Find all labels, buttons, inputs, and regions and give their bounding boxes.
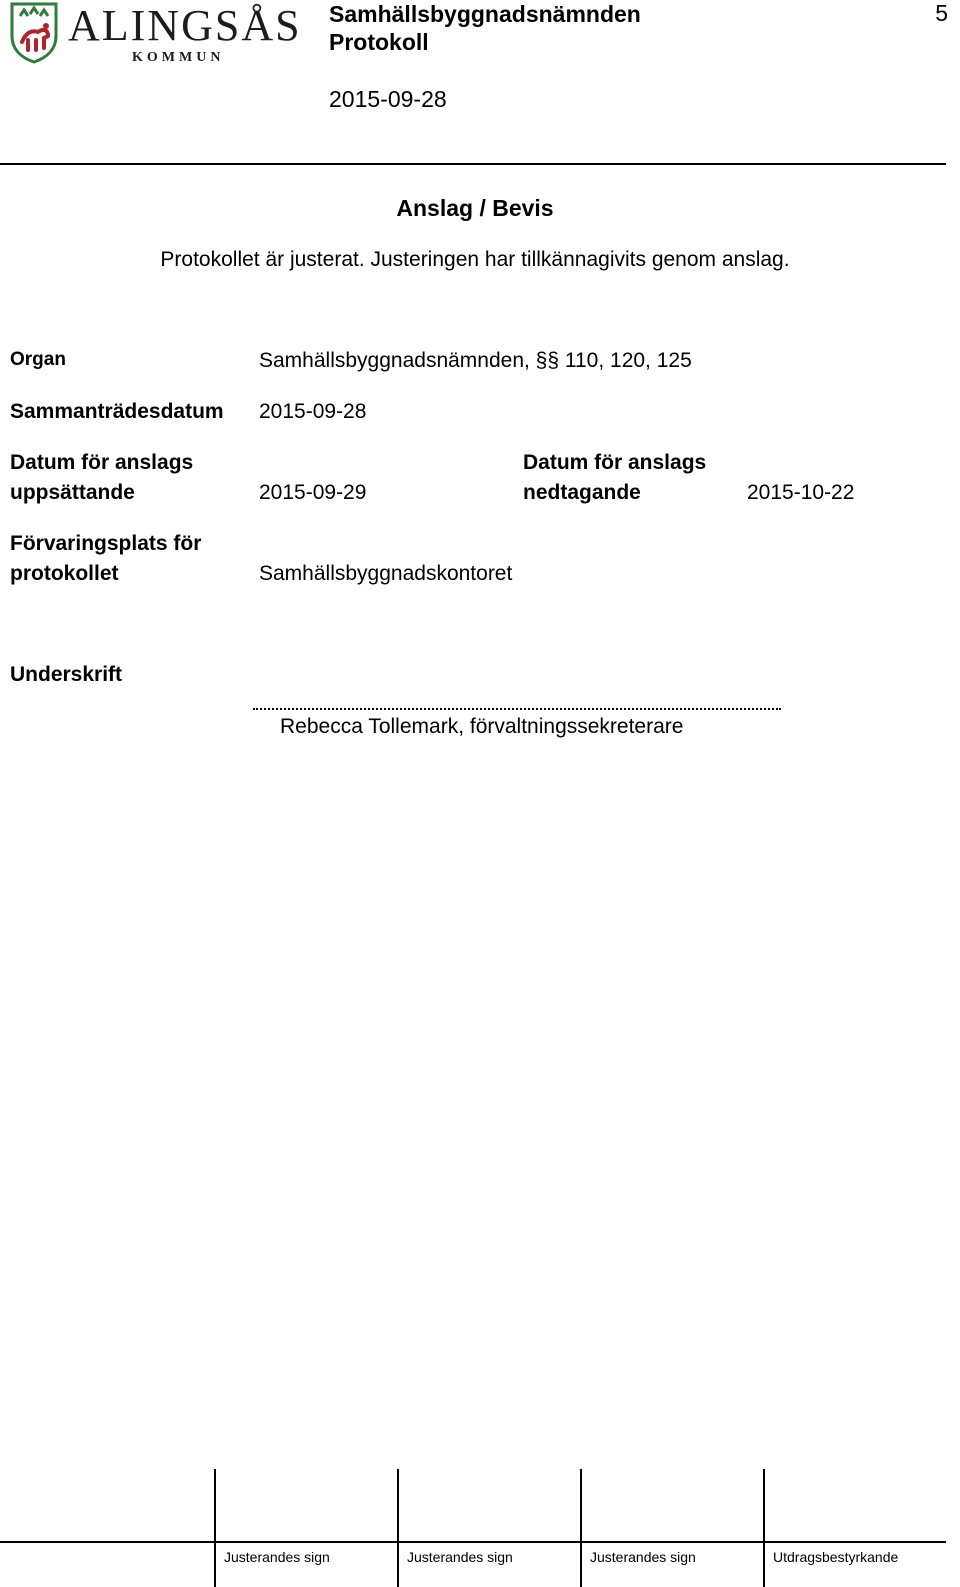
posting-label-line2: uppsättande (10, 481, 135, 504)
signature-name: Rebecca Tollemark, förvaltningssekreterare (280, 715, 684, 738)
storage-value: Samhällsbyggnadskontoret (259, 562, 513, 585)
meeting-date-label: Sammanträdesdatum (10, 400, 224, 423)
removal-label-line1: Datum för anslags (523, 451, 707, 474)
storage-label-line2: protokollet (10, 562, 119, 585)
footer-certification-field: Utdragsbestyrkande (773, 1549, 899, 1565)
signature-label: Underskrift (10, 663, 123, 686)
signature-line (253, 702, 781, 710)
municipality-logo (10, 1, 302, 70)
footer-separator (397, 1469, 399, 1587)
footer-separator (214, 1469, 216, 1587)
meeting-date-value: 2015-09-28 (259, 400, 367, 423)
logo-name: ALINGSÅS (68, 1, 302, 50)
page-title: Anslag / Bevis (396, 195, 554, 221)
storage-label-line1: Förvaringsplats för (10, 532, 202, 555)
coat-of-arms-icon (10, 2, 58, 64)
footer-separator (763, 1469, 765, 1587)
footer-sign-field: Justerandes sign (590, 1549, 696, 1565)
footer-separator (580, 1469, 582, 1587)
removal-label-line2: nedtagande (523, 481, 641, 504)
header-divider (0, 163, 946, 165)
page-number: 5 (935, 0, 948, 26)
logo-subtitle: KOMMUN (132, 50, 225, 65)
removal-date-value: 2015-10-22 (747, 481, 855, 504)
organ-label: Organ (10, 349, 66, 370)
posting-label-line1: Datum för anslags (10, 451, 194, 474)
header-doc-type: Protokoll (329, 29, 429, 55)
posting-date-value: 2015-09-29 (259, 481, 367, 504)
header-organ: Samhällsbyggnadsnämnden (329, 1, 641, 27)
footer-divider (0, 1541, 946, 1543)
organ-value: Samhällsbyggnadsnämnden, §§ 110, 120, 125 (259, 349, 692, 372)
footer-sign-field: Justerandes sign (407, 1549, 513, 1565)
header-date: 2015-09-28 (329, 86, 447, 112)
footer-sign-field: Justerandes sign (224, 1549, 330, 1565)
lead-text: Protokollet är justerat. Justeringen har tillkännagivits genom anslag. (160, 248, 790, 271)
